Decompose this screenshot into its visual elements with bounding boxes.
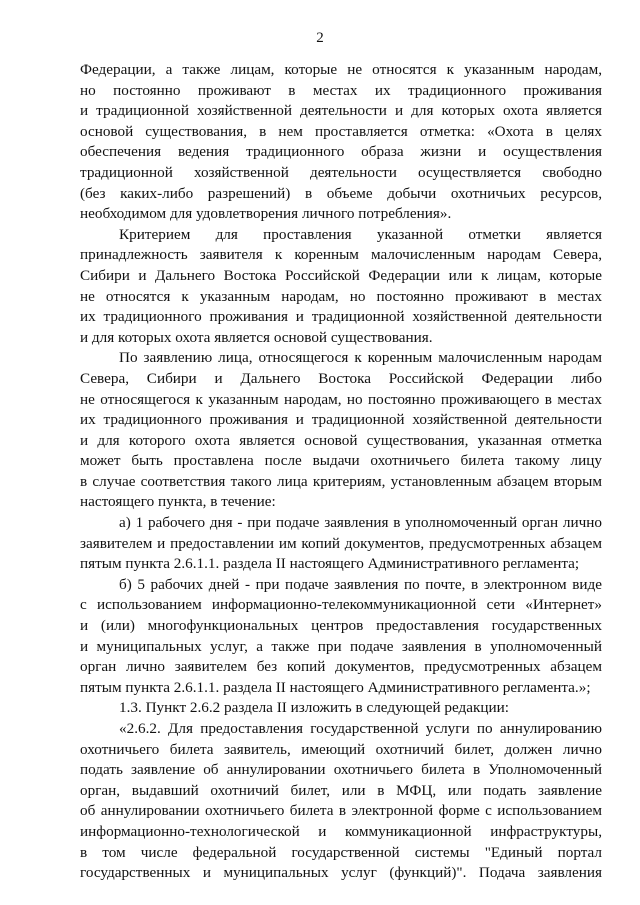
text-line: Сибири и Дальнего Востока Российской Федерации или к лицам, которые bbox=[80, 266, 602, 284]
text-line: «2.6.2. Для предоставления государственной услуги по аннулированию bbox=[119, 720, 602, 737]
text-line: обеспечения ведения традиционного образа жизни и осуществления bbox=[80, 143, 602, 161]
text-line: (без каких-либо разрешений) в объеме добычи охотничьих ресурсов, bbox=[80, 184, 602, 202]
text-line: не относящегося к указанным народам, но постоянно проживающего в местах bbox=[80, 390, 602, 408]
text-line: и традиционной хозяйственной деятельности и для которых охота является bbox=[80, 102, 602, 120]
document-body bbox=[80, 60, 602, 884]
text-line: и муниципальных услуг, а также при подаче заявления в уполномоченный bbox=[80, 637, 602, 655]
text-line: а) 1 рабочего дня - при подаче заявления в уполномоченный орган лично bbox=[119, 514, 602, 532]
text-line: б) 5 рабочих дней - при подаче заявления по почте, в электронном виде bbox=[119, 575, 602, 593]
text-line: Федерации, а также лицам, которые не относятся к указанным народам, bbox=[80, 61, 602, 78]
text-line: их традиционного проживания и традиционной хозяйственной деятельности bbox=[80, 308, 602, 326]
text-line: пятым пункта 2.6.1.1. раздела II настоящего Административного регламента; bbox=[80, 555, 580, 573]
text-line: и (или) многофункциональных центров предоставления государственных bbox=[80, 617, 602, 635]
text-line: информационно-технологической и коммуникационной инфраструктуры, bbox=[80, 822, 602, 840]
page-number: 2 bbox=[316, 30, 324, 46]
text-line: По заявлению лица, относящегося к коренным малочисленным народам bbox=[119, 349, 602, 367]
text-line: и для которого охота является основой существования, указанная отметка bbox=[80, 431, 602, 449]
text-line: не относятся к указанным народам, но постоянно проживают в местах bbox=[80, 287, 602, 305]
text-line: заявителем и предоставлении им копий документов, предусмотренных абзацем bbox=[80, 534, 602, 552]
text-line: и для которых охота является основой существования. bbox=[80, 328, 433, 346]
text-line: об аннулировании охотничьего билета в электронной форме с использованием bbox=[80, 802, 602, 820]
text-line: в случае соответствия такого лица критериям, установленным абзацем вторым bbox=[80, 472, 602, 490]
text-line: необходимом для удовлетворения личного потребления». bbox=[80, 205, 452, 223]
text-line: охотничьего билета заявитель, имеющий охотничий билет, должен лично bbox=[80, 740, 602, 758]
text-line: Севера, Сибири и Дальнего Востока Российской Федерации либо bbox=[80, 369, 602, 387]
text-line: традиционной хозяйственной деятельности осуществляется свободно bbox=[80, 163, 602, 181]
text-line: орган, выдавший охотничий билет, или в МФЦ, или подать заявление bbox=[80, 781, 602, 799]
text-line: принадлежность заявителя к коренным малочисленным народам Севера, bbox=[80, 246, 602, 264]
text-line: орган лично заявителем без копий документов, предусмотренных абзацем bbox=[80, 658, 602, 676]
text-line: Критерием для проставления указанной отметки является bbox=[119, 225, 602, 243]
text-line: может быть проставлена после выдачи охотничьего билета такому лицу bbox=[80, 452, 602, 470]
text-line: в том числе федеральной государственной системы "Единый портал bbox=[80, 843, 602, 861]
text-line: с использованием информационно-телекоммуникационной сети «Интернет» bbox=[80, 596, 602, 614]
text-line: пятым пункта 2.6.1.1. раздела II настоящего Административного регламента.»; bbox=[80, 678, 591, 696]
text-line: основой существования, в нем проставляется отметка: «Охота в целях bbox=[80, 122, 602, 140]
text-line: подать заявление об аннулировании охотничьего билета в Уполномоченный bbox=[80, 761, 602, 779]
text-line: 1.3. Пункт 2.6.2 раздела II изложить в следующей редакции: bbox=[119, 699, 509, 717]
text-line: их традиционного проживания и традиционной хозяйственной деятельности bbox=[80, 411, 602, 429]
text-line: государственных и муниципальных услуг (функций)". Подача заявления bbox=[80, 864, 602, 882]
text-line: но постоянно проживают в местах их традиционного проживания bbox=[80, 81, 602, 99]
text-line: настоящего пункта, в течение: bbox=[80, 493, 276, 511]
